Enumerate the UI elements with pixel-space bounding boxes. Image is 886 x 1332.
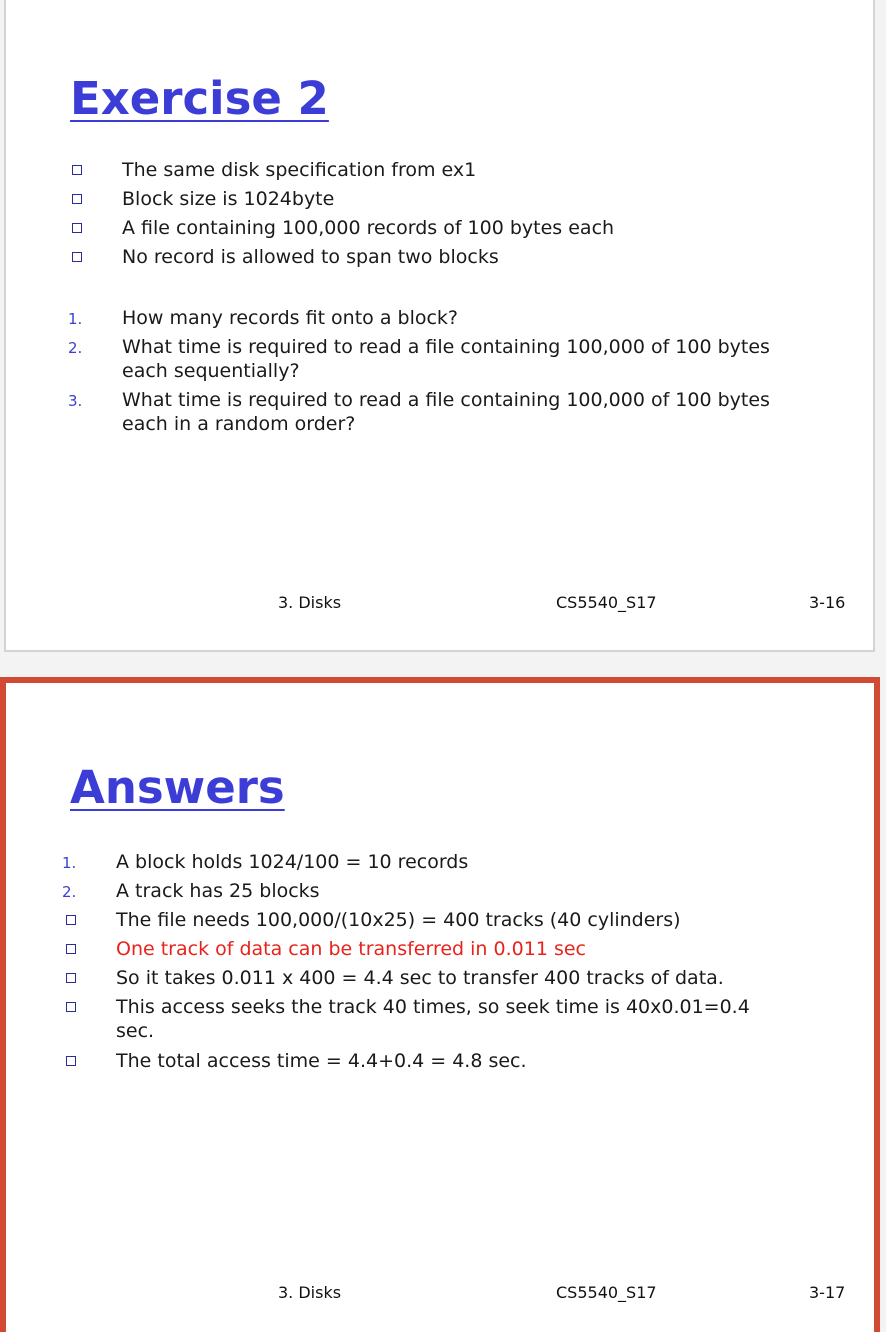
square-bullet-icon — [72, 252, 82, 262]
square-bullet-icon — [72, 223, 82, 233]
square-bullet-icon — [72, 194, 82, 204]
square-bullet-icon — [66, 944, 76, 954]
slide-thumbnail-3-16[interactable]: Exercise 2 The same disk specification from ex1 Block size is 1024byte A file containing 100,000 records of 100 bytes each No record is allowed to span two blocks 1. How many records fit onto a block? 2. What time is required to read a file containing 100,000 of 100 bytes each sequentially? 3. What time is required to read a file containing 100,000 of 100 bytes each in a random order? 3. Disks CS5540_S17 3-16 — [4, 0, 875, 652]
square-bullet-icon — [66, 1002, 76, 1012]
footer-course: CS5540_S17 — [556, 1283, 657, 1302]
slide-thumbnail-3-17[interactable]: Answers 1. A block holds 1024/100 = 10 records 2. A track has 25 blocks The file needs 100,000/(10x25) = 400 tracks (40 cylinders) One track of data can be transferred in 0.011 sec So it takes 0.011 x 400 = 4.4 sec to transfer 400 tracks of data. This access seeks the track 40 times, so seek time is 40x0.01=0.4 sec. The total access time = 4.4+0.4 = 4.8 sec. 3. Disks CS5540_S17 3-17 — [0, 677, 880, 1332]
slide-title: Exercise 2 — [70, 72, 329, 125]
square-bullet-icon — [66, 973, 76, 983]
footer-course: CS5540_S17 — [556, 593, 657, 612]
footer-page-number: 3-16 — [809, 593, 846, 612]
square-bullet-icon — [66, 1056, 76, 1066]
footer-page-number: 3-17 — [809, 1283, 846, 1302]
footer-chapter: 3. Disks — [278, 1283, 342, 1302]
footer-chapter: 3. Disks — [278, 593, 342, 612]
square-bullet-icon — [66, 915, 76, 925]
slide-title: Answers — [70, 761, 285, 814]
square-bullet-icon — [72, 165, 82, 175]
